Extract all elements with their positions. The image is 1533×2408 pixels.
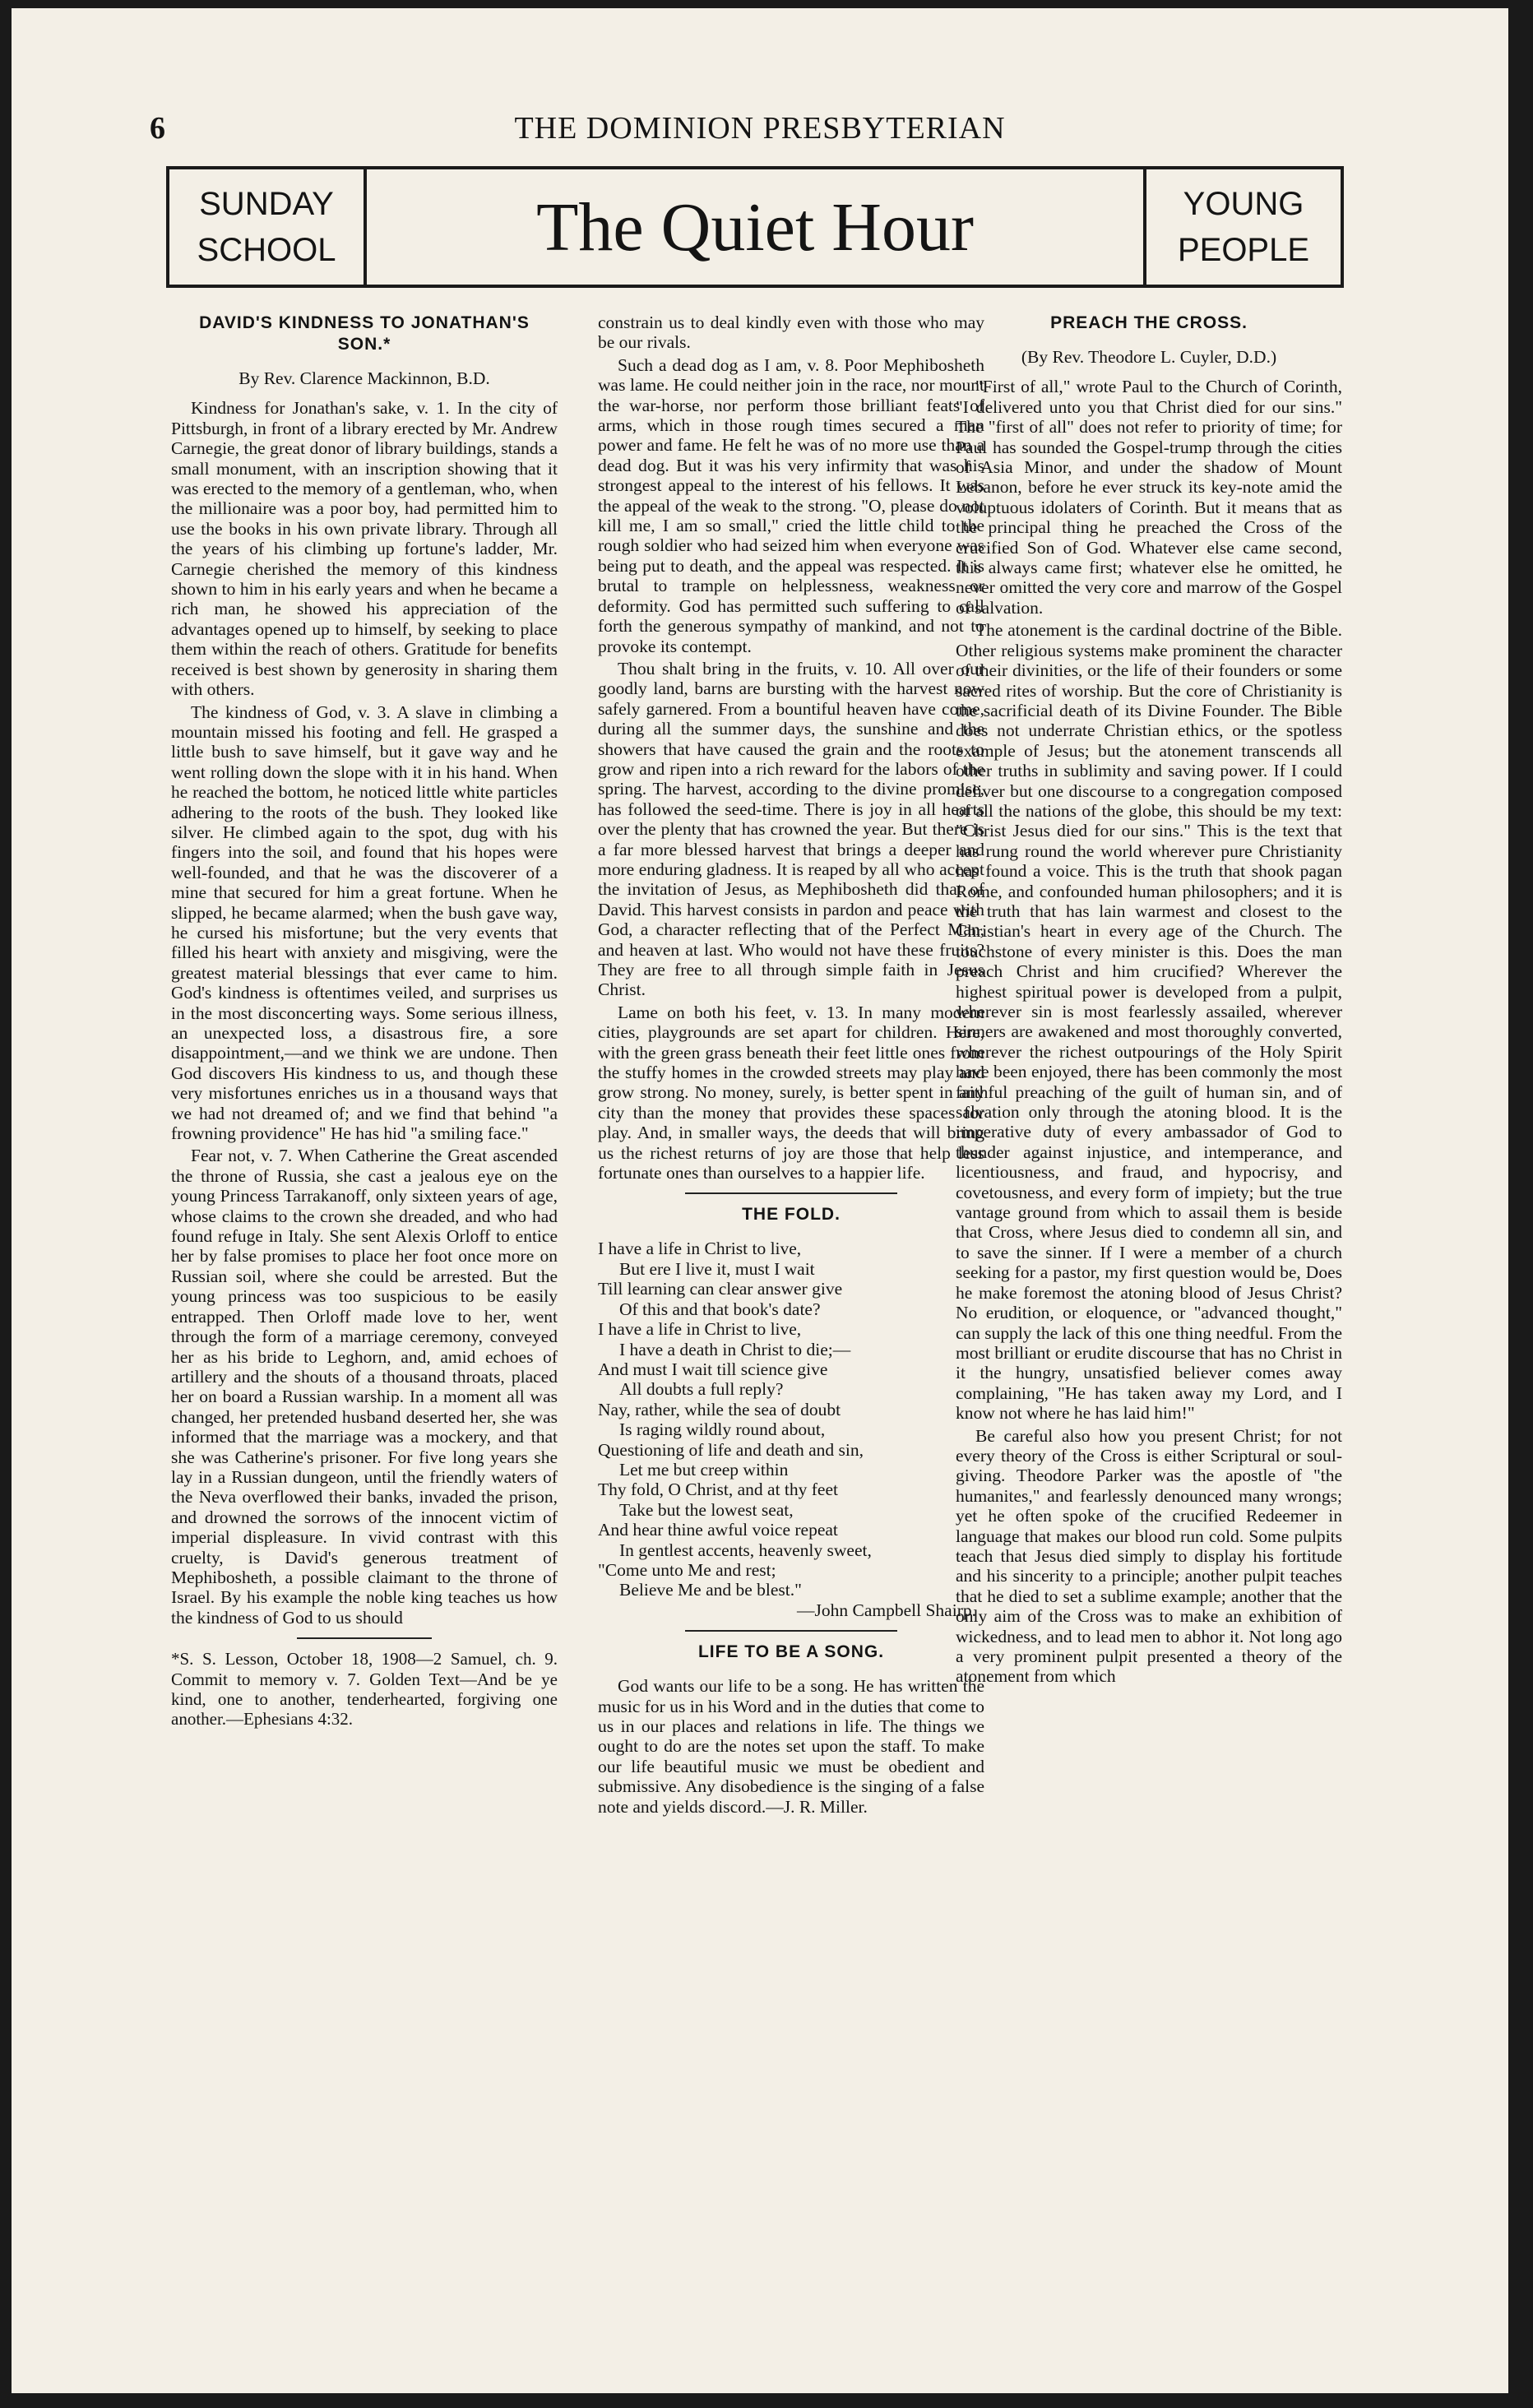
poem-line: Believe Me and be blest." <box>619 1580 802 1600</box>
banner-right-line1: YOUNG <box>1183 186 1304 222</box>
article-paragraph: The kindness of God, v. 3. A slave in climbing a mountain missed his footing and fell. He grasped a little bush to save himself, but it gave way and he went rolling down the slope with it in his hand. When he reached the bottom, he noticed little white particles adhering to the roots of the bush. They looked like silver. He climbed again to the spot, dug with his fingers into the soil, and found that his hopes were well-founded, and that he was the discoverer of a mine that secured for him a great fortune. When he slipped, he became alarmed; when the bush gave way, he cursed his misfortune; but the very events that filled his heart with anxiety and misgiving, were the greatest material blessings that ever came to him. God's kindness is oftentimes veiled, and surprises us in the most disconcerting ways. Some serious illness, an unexpected loss, a disastrous fire, a sore disappointment,—and we think we are undone. Then God discovers His kindness to us, and though these very misfortunes enriches us in a thousand ways that we had not dreamed of; and we find that behind "a frowning providence" He has hid "a smiling face." <box>171 702 558 1144</box>
poem-title: THE FOLD. <box>742 1205 841 1225</box>
article-continuation: constrain us to deal kindly even with those who may be our rivals. <box>598 313 984 353</box>
column-1 <box>171 313 558 1732</box>
poem-line: In gentlest accents, heavenly sweet, <box>619 1540 872 1560</box>
poem-line: I have a death in Christ to die;— <box>619 1339 851 1359</box>
poem-line: All doubts a full reply? <box>619 1379 784 1400</box>
poem-line: Of this and that book's date? <box>619 1299 821 1319</box>
section-rule <box>685 1630 898 1632</box>
banner-left-box <box>169 169 367 285</box>
poem-line: Thy fold, O Christ, and at thy feet <box>598 1480 838 1500</box>
article-paragraph: Thou shalt bring in the fruits, v. 10. All over our goodly land, barns are bursting with the harvest now safely garnered. From a bountiful heaven have come, during all the summer days, the sunshine and the showers that have caused the grain and the roots to grow and ripen into a rich reward for the labors of the spring. The harvest, according to the divine promise, has followed the seed-time. There is joy in all hearts over the plenty that has crowned the year. But there is a far more blessed harvest that brings a deeper and more enduring gladness. It is reaped by all who accept the invitation of Jesus, as Mephibosheth did that of David. This harvest consists in pardon and peace with God, a character reflecting that of the Perfect Man, and heaven at last. Who would not have these fruits? They are free to all through simple faith in Jesus Christ. <box>598 658 984 1000</box>
page-number: 6 <box>150 111 165 146</box>
banner-right-line2: PEOPLE <box>1177 232 1310 268</box>
article-byline: By Rev. Clarence Mackinnon, B.D. <box>239 368 490 388</box>
poem-line: Let me but creep within <box>619 1459 789 1480</box>
lesson-footnote: *S. S. Lesson, October 18, 1908—2 Samuel, ch. 9. Commit to memory v. 7. Golden Text—And be ye kind, one to another, tenderhearted, forgiving one another.—Ephesians 4:32. <box>171 1649 558 1730</box>
article-title: PREACH THE CROSS. <box>1050 313 1248 332</box>
article-paragraph: Fear not, v. 7. When Catherine the Great ascended the throne of Russia, she cast a jealous eye on the young Princess Tarrakanoff, only sixteen years of age, whose claims to the crown she dreaded, and who had found refuge in Italy. She sent Alexis Orloff to entice her by false promises to place her foot once more on Russian soil, where she could be arrested. But the young princess was too suspicious to be easily entrapped. Then Orloff made love to her, went through the form of a marriage ceremony, conveyed her as his bride to Leghorn, and, amid echoes of artillery and the shouts of a thousand throats, placed her on board a Russian warship. In a moment all was changed, her pretended husband deserted her, she was informed that the marriage was a mockery, and that she was Catherine's prisoner. For five long years she lay in a Russian dungeon, until the friendly waters of the Neva overflowed their banks, invaded the prison, and drowned the sorrows of the innocent victim of imperial displeasure. In vivid contrast with this cruelty, is David's generous treatment of Mephibosheth, a possible claimant to the throne of Israel. By his example the noble king teaches us how the kindness of God to us should <box>171 1146 558 1628</box>
poem-line: Nay, rather, while the sea of doubt <box>598 1399 841 1419</box>
section-banner <box>166 166 1344 288</box>
column-3 <box>956 313 1342 1689</box>
article-paragraph: Such a dead dog as I am, v. 8. Poor Mephibosheth was lame. He could neither join in the race, nor mount the war-horse, nor perform those brilliant feats of arms, which in those rough times secured a man power and fame. He felt he was of no more use than a dead dog. But it was his very infirmity that was his strongest appeal to the interest of his fellows. It was the appeal of the weak to the strong. "O, please do not kill me, I am so small," cried the little child to the rough soldier who had seized him when everyone was being put to death, and the appeal was respected. It is brutal to trample on helplessness, weakness or deformity. God has permitted such suffering to call forth the generous sympathy of mankind, and not to provoke its contempt. <box>598 354 984 656</box>
banner-left-line2: SCHOOL <box>197 232 336 268</box>
journal-title: THE DOMINION PRESBYTERIAN <box>514 111 1006 146</box>
article-byline: (By Rev. Theodore L. Cuyler, D.D.) <box>1021 347 1277 367</box>
article-paragraph: Kindness for Jonathan's sake, v. 1. In the city of Pittsburgh, in front of a library erected by Mr. Andrew Carnegie, the great donor of library buildings, stands a small monument, with an inscription showing that it was erected to the memory of a gentleman, who, when the millionaire was a poor boy, had permitted him to use the books in his own private library. Through all the years of his climbing up fortune's ladder, Mr. Carnegie cherished the memory of this kindness shown to him in his early years and when he became a rich man, he showed his appreciation of the advantages opened up to himself, by seeking to place them within the reach of others. Gratitude for benefits received is best shown by generosity in sharing them with others. <box>171 398 558 700</box>
running-head <box>12 110 1508 160</box>
article-paragraph: Lame on both his feet, v. 13. In many modern cities, playgrounds are set apart for children. Here, with the green grass beneath their feet little ones from the stuffy homes in the crowded streets may play and grow strong. No money, surely, is better spent in any city than the money that provides these spaces for play. And, in smaller ways, the deeds that will bring us the richest returns of joy are those that help less fortunate ones than ourselves to a happier life. <box>598 1002 984 1183</box>
article-paragraph: "First of all," wrote Paul to the Church of Corinth, "I delivered unto you that Christ died for our sins." The "first of all" does not refer to priority of time; for Paul has sounded the Gospel-trump through the cities of Asia Minor, and under the shadow of Mount Lebanon, before he ever struck its key-note amid the voluptuous idolaters of Corinth. But it means that as the principal thing he preached the Cross of the crucified Son of God. Whatever else came second, this always came first; whatever else he omitted, he never omitted the very core and marrow of the Gospel of salvation. <box>956 377 1342 618</box>
poem-line: And must I wait till science give <box>598 1359 828 1379</box>
article-title: DAVID'S KINDNESS TO JONATHAN'S SON.* <box>199 313 530 354</box>
poem-line: "Come unto Me and rest; <box>598 1559 776 1580</box>
poem-line: Till learning can clear answer give <box>598 1279 843 1299</box>
poem-line: I have a life in Christ to live, <box>598 1319 802 1340</box>
poem-line: But ere I live it, must I wait <box>619 1258 815 1279</box>
column-2 <box>598 313 984 1819</box>
article-paragraph: Be careful also how you present Christ; for not every theory of the Cross is either Scriptural or soul-giving. Theodore Parker was the apostle of "the humanites," and fearlessly denounced many wrongs; yet he often spoke of the crucified Redeemer in language that makes our blood run cold. Some pulpits teach that Jesus died simply to display his fortitude and his sincerity to a principle; another pulpit teaches that he died to set a sublime example; another that the only aim of the Cross was to make an exhibition of wickedness, and to lead men to abhor it. Not long ago a very prominent pulpit presented a theory of the atonement from which <box>956 1425 1342 1687</box>
poem-line: Questioning of life and death and sin, <box>598 1439 864 1460</box>
article-paragraph: The atonement is the cardinal doctrine of the Bible. Other religious systems make prominent the character of their divinities, or the life of their founders or some sacred rites of worship. But the core of Christianity is the sacrificial death of its Divine Founder. The Bible does not underrate Christian ethics, or the spotless example of Jesus; but the atonement transcends all other truths in sublimity and saving power. If I could deliver but one discourse to a congregation composed of all the nations of the globe, this should be my text: "Christ Jesus died for our sins." This is the text that has rung round the world wherever pure Christianity has found a voice. This is the truth that shook pagan Rome, and confounded human philosophers; and it is the truth that has lain warmest and closest to the Christian's heart in every age of the Church. The touchstone of every minister is this. Does the man preach Christ and him crucified? Wherever the highest spiritual power is developed from a pulpit, wherever sin is most fearlessly assailed, wherever sinners are awakened and most thoroughly converted, wherever the richest outpourings of the Holy Spirit have been enjoyed, there has been commonly the most faithful preaching of the guilt of human sin, and of salvation only through the atoning blood. It is the imperative duty of every ambassador of God to thunder against injustice, and intemperance, and licentiousness, and fraud, and hypocrisy, and covetousness, and every form of impiety; but the true vantage ground from which to assail them is beside that Cross, where Jesus died to condemn all sin, and to save the sinner. If I were a member of a church seeking for a pastor, my first question would be, Does he make foremost the atoning blood of Jesus Christ? No erudition, or eloquence, or "advanced thought," can supply the lack of this one thing needful. From the most brilliant or erudite discourse that has no Christ in it the hungry, unsatisfied believer comes away complaining, "He has taken away my Lord, and I know not where he has laid him!" <box>956 620 1342 1424</box>
poem-line: Is raging wildly round about, <box>619 1419 826 1440</box>
newspaper-page <box>12 8 1508 2393</box>
song-paragraph: God wants our life to be a song. He has written the music for us in his Word and in the duties that come to us in our places and relations in life. The things we ought to do are the notes set upon the staff. To make our life beautiful music we must be obedient and submissive. Any disobedience is the singing of a false note and yields discord.—J. R. Miller. <box>598 1676 984 1817</box>
poem-line: I have a life in Christ to live, <box>598 1239 802 1259</box>
song-title: LIFE TO BE A SONG. <box>697 1642 885 1662</box>
poem-line: And hear thine awful voice repeat <box>598 1520 838 1540</box>
poem-body <box>598 1239 984 1620</box>
poem-line: Take but the lowest seat, <box>619 1499 794 1520</box>
banner-right-box <box>1143 169 1341 285</box>
banner-left-line1: SUNDAY <box>199 186 334 222</box>
section-rule <box>685 1192 898 1194</box>
poem-author: —John Campbell Shairp. <box>797 1600 976 1620</box>
footnote-rule <box>297 1637 433 1639</box>
banner-title: The Quiet Hour <box>536 188 974 266</box>
